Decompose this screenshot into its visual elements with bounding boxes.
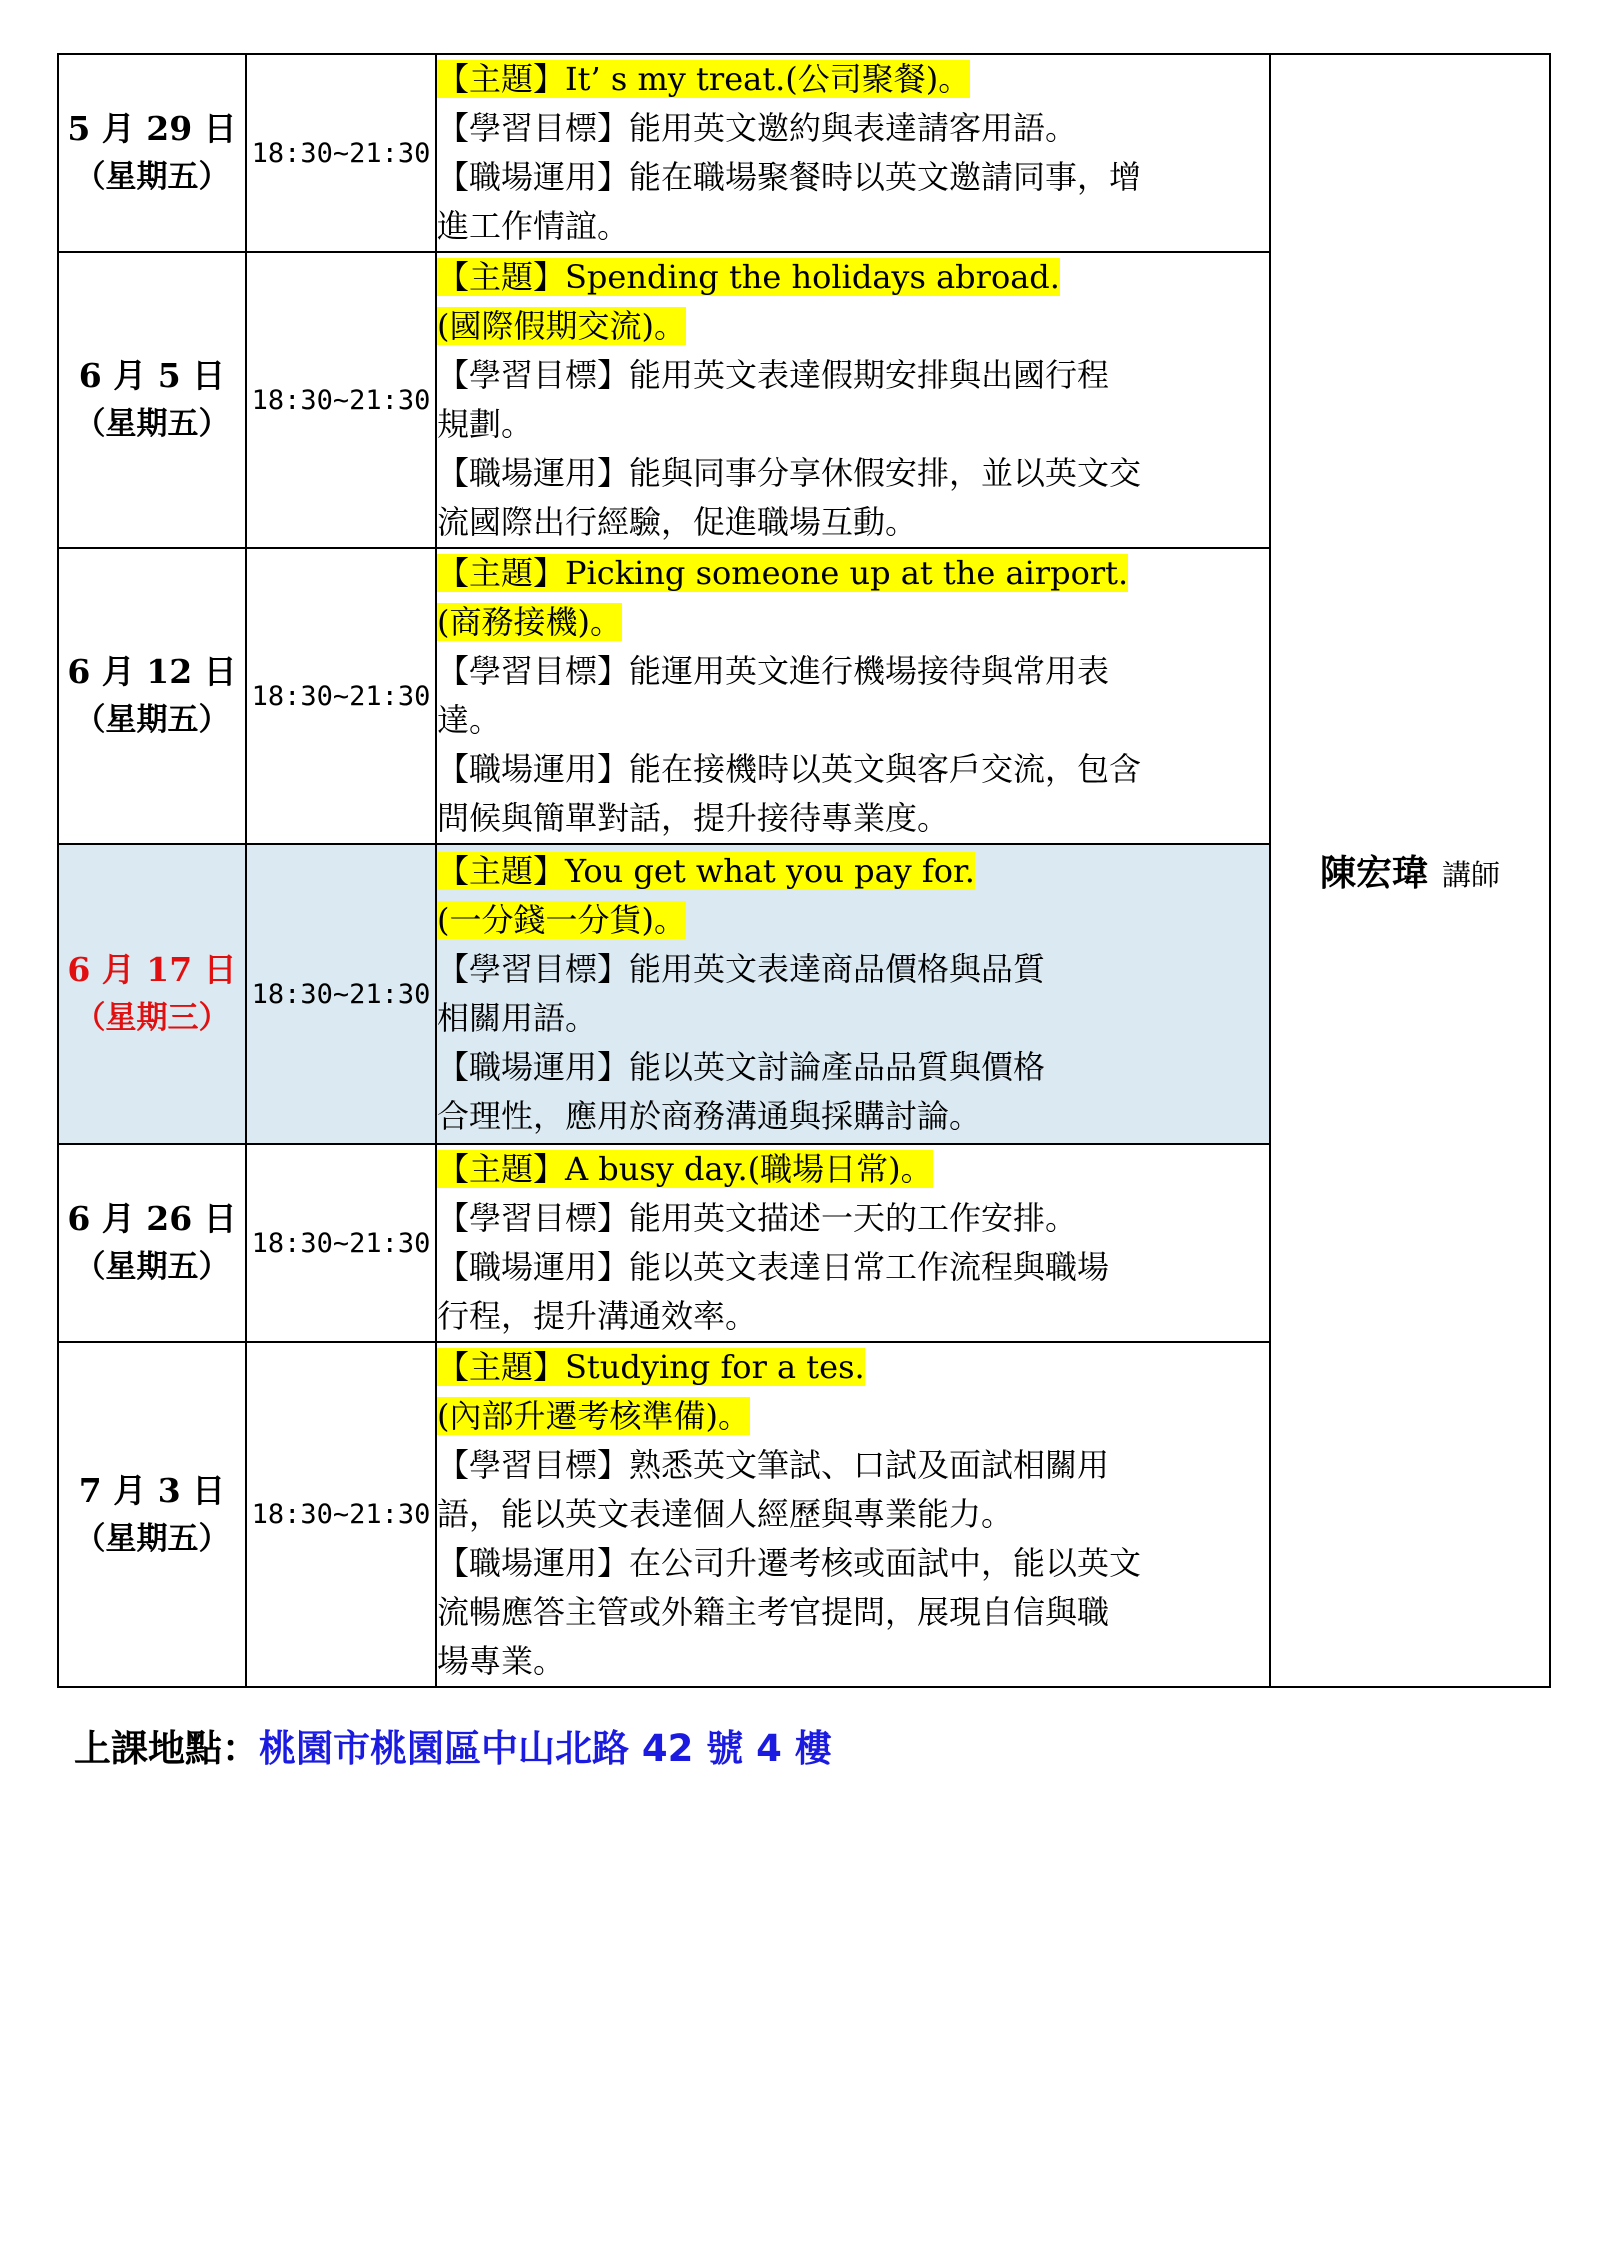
description-text: 語，能以英文表達個人經歷與專業能力。 (437, 1495, 1014, 1533)
session-weekday: （星期五） (74, 406, 230, 442)
session-content (436, 252, 1270, 548)
date-cell (58, 252, 246, 548)
description-text: 相關用語。 (437, 999, 598, 1037)
topic-text: 【主題】It’ s my treat.(公司聚餐)。 (437, 60, 971, 98)
content-line (437, 1194, 1269, 1243)
content-line (437, 1588, 1269, 1637)
topic-text: (一分錢一分貨)。 (437, 901, 686, 939)
topic-text: (商務接機)。 (437, 603, 622, 641)
description-text: 【職場運用】能以英文討論產品品質與價格 (437, 1048, 1046, 1086)
description-text: 行程，提升溝通效率。 (437, 1297, 758, 1335)
content-line (437, 498, 1269, 547)
location-address: 桃園市桃園區中山北路 42 號 4 樓 (259, 1727, 832, 1770)
description-text: 【職場運用】在公司升遷考核或面試中，能以英文 (437, 1544, 1142, 1582)
description-text: 合理性，應用於商務溝通與採購討論。 (437, 1097, 982, 1135)
session-time: 18:30~21:30 (246, 1144, 436, 1342)
content-line (437, 794, 1269, 843)
content-line (437, 400, 1269, 449)
teacher-title: 講師 (1442, 858, 1501, 892)
date-cell (58, 1144, 246, 1342)
content-line (437, 1145, 1269, 1194)
session-date: 5 月 29 日 (67, 109, 237, 148)
session-date: 7 月 3 日 (78, 1470, 226, 1510)
content-line (437, 351, 1269, 400)
description-text: 規劃。 (437, 405, 534, 443)
session-time: 18:30~21:30 (246, 54, 436, 252)
description-text: 【學習目標】熟悉英文筆試、口試及面試相關用 (437, 1446, 1110, 1484)
schedule-row (58, 54, 1550, 252)
topic-text: 【主題】You get what you pay for. (437, 852, 975, 890)
class-location (74, 1718, 832, 1772)
content-line (437, 549, 1269, 598)
description-text: 【學習目標】能用英文表達商品價格與品質 (437, 950, 1046, 988)
description-text: 場專業。 (437, 1642, 566, 1680)
content-line (437, 1490, 1269, 1539)
content-line (437, 945, 1269, 994)
date-cell (58, 844, 246, 1144)
session-content (436, 54, 1270, 252)
session-weekday: （星期三） (74, 1000, 230, 1036)
content-line (437, 1441, 1269, 1490)
description-text: 流暢應答主管或外籍主考官提問，展現自信與職 (437, 1593, 1110, 1631)
content-line (437, 1539, 1269, 1588)
content-line (437, 896, 1269, 945)
content-line (437, 647, 1269, 696)
date-cell (58, 548, 246, 844)
description-text: 進工作情誼。 (437, 207, 630, 245)
session-weekday: （星期五） (74, 1249, 230, 1285)
schedule-table (57, 53, 1551, 1688)
session-content (436, 548, 1270, 844)
description-text: 問候與簡單對話，提升接待專業度。 (437, 799, 950, 837)
content-line (437, 994, 1269, 1043)
session-weekday: （星期五） (74, 1520, 230, 1557)
session-date: 6 月 12 日 (67, 652, 237, 691)
description-text: 流國際出行經驗，促進職場互動。 (437, 503, 918, 541)
session-weekday: （星期五） (74, 159, 230, 195)
topic-text: (國際假期交流)。 (437, 307, 686, 345)
schedule-body (58, 54, 1550, 1687)
content-line (437, 302, 1269, 351)
content-line (437, 202, 1269, 251)
topic-text: 【主題】Studying for a tes. (437, 1348, 865, 1386)
session-content (436, 1144, 1270, 1342)
session-time: 18:30~21:30 (246, 1342, 436, 1687)
description-text: 達。 (437, 701, 502, 739)
content-line (437, 253, 1269, 302)
description-text: 【學習目標】能運用英文進行機場接待與常用表 (437, 652, 1110, 690)
content-line (437, 745, 1269, 794)
content-line (437, 696, 1269, 745)
location-label: 上課地點： (74, 1727, 259, 1770)
content-line (437, 104, 1269, 153)
session-time: 18:30~21:30 (246, 252, 436, 548)
description-text: 【職場運用】能在接機時以英文與客戶交流，包含 (437, 750, 1142, 788)
content-line (437, 598, 1269, 647)
session-date: 6 月 26 日 (67, 1199, 237, 1238)
session-content (436, 844, 1270, 1144)
content-line (437, 1343, 1269, 1392)
content-line (437, 1392, 1269, 1441)
content-line (437, 1292, 1269, 1341)
description-text: 【學習目標】能用英文邀約與表達請客用語。 (437, 109, 1078, 147)
topic-text: 【主題】Picking someone up at the airport. (437, 554, 1129, 592)
content-line (437, 1637, 1269, 1686)
session-date: 6 月 17 日 (67, 950, 237, 989)
date-cell (58, 54, 246, 252)
topic-text: 【主題】Spending the holidays abroad. (437, 258, 1060, 296)
content-line (437, 1092, 1269, 1141)
description-text: 【職場運用】能與同事分享休假安排，並以英文交 (437, 454, 1142, 492)
content-line (437, 153, 1269, 202)
content-line (437, 55, 1269, 104)
date-cell (58, 1342, 246, 1687)
topic-text: 【主題】A busy day.(職場日常)。 (437, 1150, 933, 1188)
session-weekday: （星期五） (74, 702, 230, 738)
teacher-cell (1270, 54, 1550, 1687)
description-text: 【學習目標】能用英文表達假期安排與出國行程 (437, 356, 1110, 394)
session-date: 6 月 5 日 (78, 356, 226, 395)
teacher-name: 陳宏瑋 (1319, 853, 1428, 894)
content-line (437, 449, 1269, 498)
description-text: 【學習目標】能用英文描述一天的工作安排。 (437, 1199, 1078, 1237)
session-content (436, 1342, 1270, 1687)
content-line (437, 1043, 1269, 1092)
description-text: 【職場運用】能以英文表達日常工作流程與職場 (437, 1248, 1110, 1286)
content-line (437, 1243, 1269, 1292)
topic-text: (內部升遷考核準備)。 (437, 1397, 750, 1435)
description-text: 【職場運用】能在職場聚餐時以英文邀請同事，增 (437, 158, 1142, 196)
session-time: 18:30~21:30 (246, 844, 436, 1144)
content-line (437, 847, 1269, 896)
session-time: 18:30~21:30 (246, 548, 436, 844)
